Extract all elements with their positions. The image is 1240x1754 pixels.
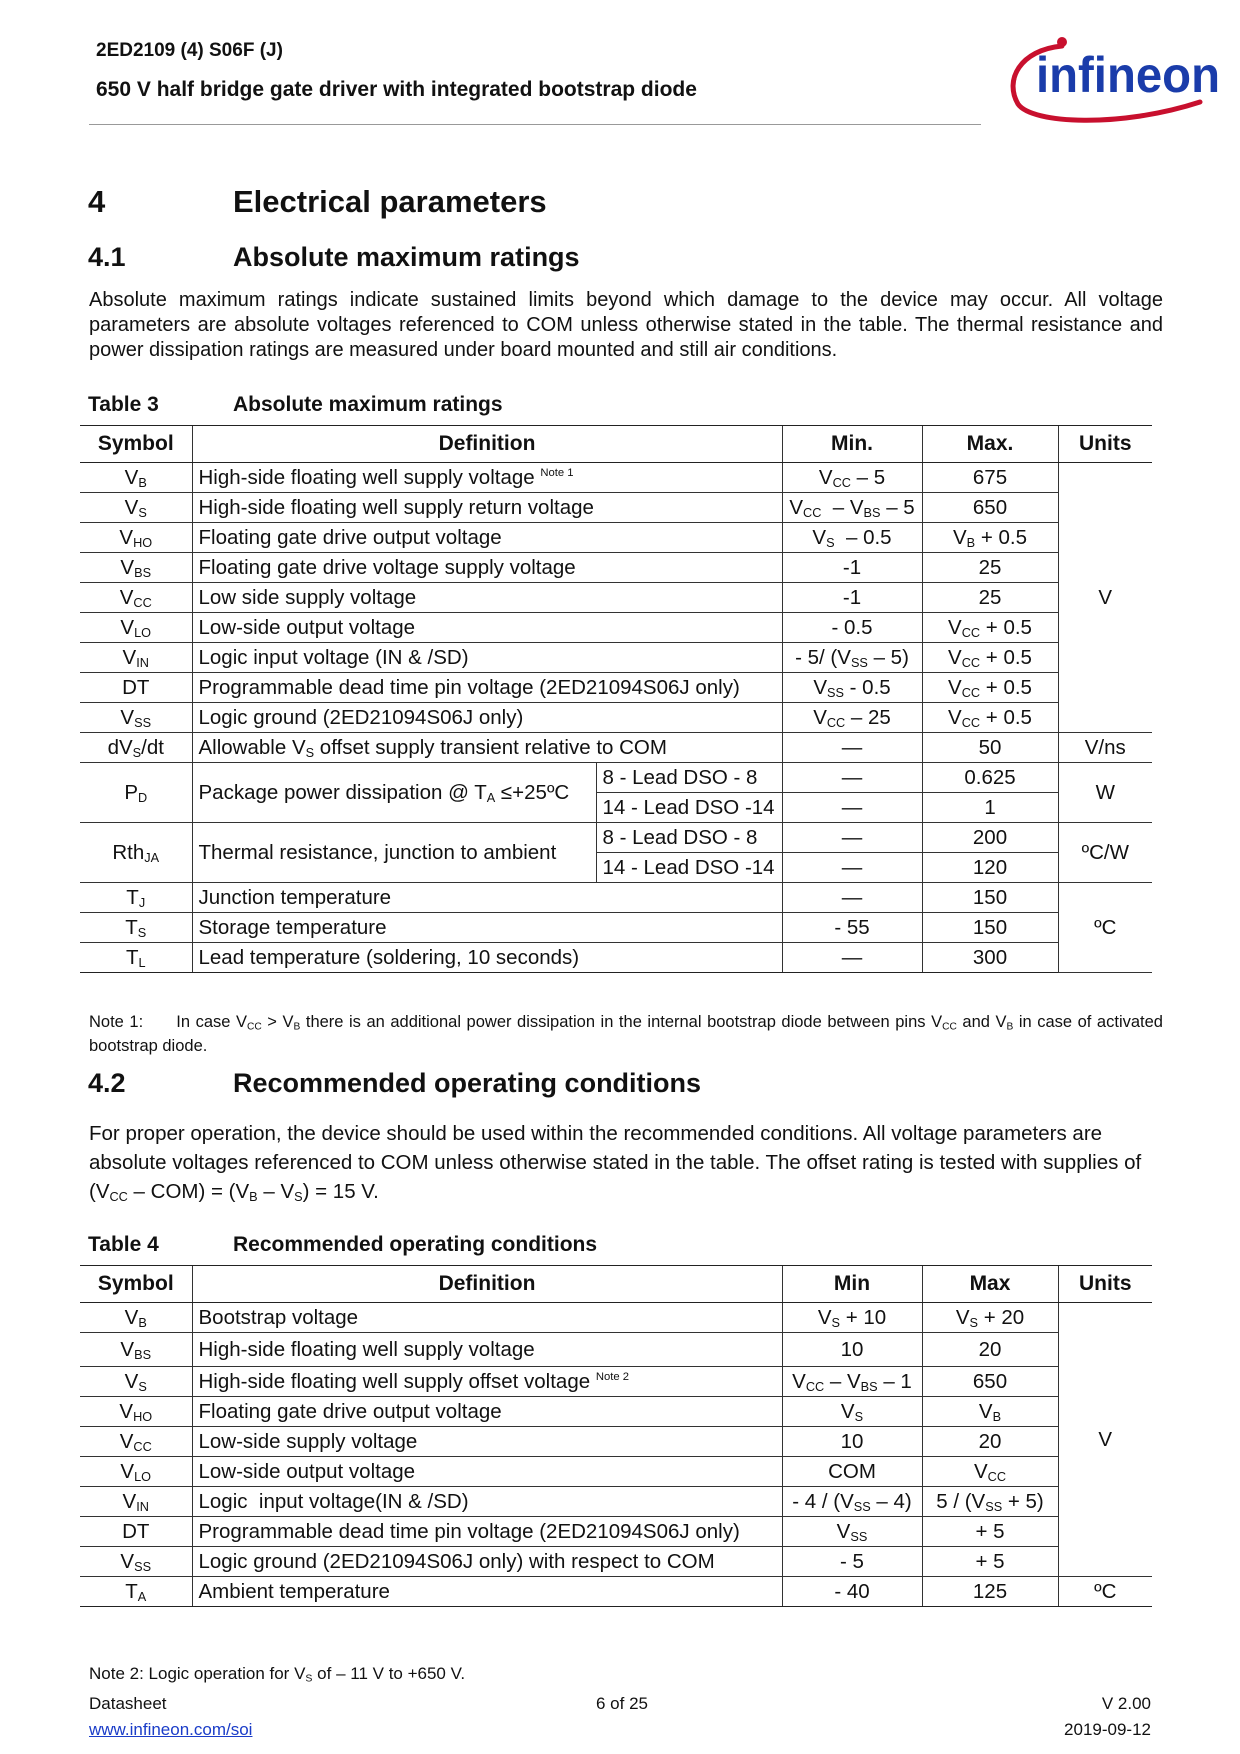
cell-definition: Lead temperature (soldering, 10 seconds) [192, 943, 782, 973]
cell-min: 10 [782, 1427, 922, 1457]
cell-min: — [782, 853, 922, 883]
cell-symbol: $dV_S/dt$ [80, 733, 192, 763]
cell-definition: High-side floating well supply offset voltage $^{Note 2}$ [192, 1367, 782, 1397]
note-2: Note 2: Logic operation for $V_S$ of – 11 V to +650 V. [89, 1664, 466, 1685]
header-max: Max [922, 1266, 1058, 1303]
table-row [80, 913, 1152, 943]
cell-definition: Low side supply voltage [192, 583, 782, 613]
cell-max: 50 [922, 733, 1058, 763]
cell-package: 14 - Lead DSO -14 [596, 793, 782, 823]
cell-symbol: DT [80, 673, 192, 703]
table-row [80, 1547, 1152, 1577]
footer-doc-type: Datasheet [89, 1694, 167, 1713]
cell-symbol: $T_S$ [80, 913, 192, 943]
section-number-4-1: 4.1 [88, 242, 126, 272]
header-symbol: Symbol [80, 426, 192, 463]
cell-symbol: $V_{BS}$ [80, 553, 192, 583]
table-row [80, 733, 1152, 763]
cell-symbol: $P_D$ [80, 763, 192, 823]
table3-title: Absolute maximum ratings [233, 393, 503, 416]
logo-wordmark: infineon [1036, 47, 1220, 103]
footer-date: 2019-09-12 [1064, 1720, 1151, 1739]
cell-symbol: $V_{BS}$ [80, 1333, 192, 1367]
header-min: Min [782, 1266, 922, 1303]
logo-dot [1057, 37, 1067, 47]
cell-definition: Floating gate drive output voltage [192, 1397, 782, 1427]
cell-definition: Logic input voltage(IN & /SD) [192, 1487, 782, 1517]
cell-symbol: $V_B$ [80, 463, 192, 493]
cell-max: 125 [922, 1577, 1058, 1607]
cell-min: — [782, 733, 922, 763]
cell-max: $V_{CC} + 0.5$ [922, 643, 1058, 673]
table-row [80, 1517, 1152, 1547]
table-row [80, 463, 1152, 493]
cell-min: $V_{CC} - 25$ [782, 703, 922, 733]
cell-package: 14 - Lead DSO -14 [596, 853, 782, 883]
cell-symbol: $V_{LO}$ [80, 1457, 192, 1487]
table-row [80, 1333, 1152, 1367]
cell-min: — [782, 763, 922, 793]
header-definition: Definition [192, 1266, 782, 1303]
table-row [80, 523, 1152, 553]
cell-definition: Allowable $V_S$ offset supply transient relative to COM [192, 733, 782, 763]
cell-min: $V_{SS} - 0.5$ [782, 673, 922, 703]
cell-symbol: $T_L$ [80, 943, 192, 973]
cell-symbol: $V_{SS}$ [80, 1547, 192, 1577]
cell-min: $V_{SS}$ [782, 1517, 922, 1547]
header-units: Units [1058, 1266, 1152, 1303]
infineon-logo [1000, 24, 1230, 128]
cell-min: $V_{CC} - V_{BS} - 1$ [782, 1367, 922, 1397]
cell-min: -1 [782, 553, 922, 583]
cell-max: + 5 [922, 1517, 1058, 1547]
cell-max: 300 [922, 943, 1058, 973]
header-max: Max. [922, 426, 1058, 463]
table-row [80, 673, 1152, 703]
table-row [80, 553, 1152, 583]
cell-symbol: Rth$_{JA}$ [80, 823, 192, 883]
table-row [80, 613, 1152, 643]
cell-max: 20 [922, 1427, 1058, 1457]
section-title-4-1: Absolute maximum ratings [233, 242, 580, 272]
cell-min: - 55 [782, 913, 922, 943]
cell-max: 20 [922, 1333, 1058, 1367]
table-row [80, 1577, 1152, 1607]
cell-symbol: $T_J$ [80, 883, 192, 913]
cell-definition: High-side floating well supply voltage $^{Note 1}$ [192, 463, 782, 493]
table-row [80, 823, 1152, 853]
cell-min: — [782, 943, 922, 973]
footer-website-link[interactable]: www.infineon.com/soi [89, 1720, 253, 1739]
section-title-4: Electrical parameters [233, 184, 547, 219]
cell-symbol: $V_{CC}$ [80, 1427, 192, 1457]
cell-units: ºC/W [1058, 823, 1152, 883]
cell-units: V/ns [1058, 733, 1152, 763]
cell-package: 8 - Lead DSO - 8 [596, 823, 782, 853]
cell-symbol: $V_B$ [80, 1303, 192, 1333]
table4-label: Table 4 [88, 1233, 159, 1256]
cell-max: 150 [922, 913, 1058, 943]
header-definition: Definition [192, 426, 782, 463]
cell-definition: Programmable dead time pin voltage (2ED21094S06J only) [192, 1517, 782, 1547]
table-row [80, 703, 1152, 733]
table-row [80, 943, 1152, 973]
table-row [80, 643, 1152, 673]
section-number-4-2: 4.2 [88, 1068, 126, 1098]
cell-units: W [1058, 763, 1152, 823]
cell-max: $V_B$ [922, 1397, 1058, 1427]
absolute-max-ratings-table [80, 425, 1152, 973]
cell-max: 0.625 [922, 763, 1058, 793]
cell-max: 120 [922, 853, 1058, 883]
cell-symbol: $V_S$ [80, 493, 192, 523]
table-row [80, 583, 1152, 613]
cell-min: - 0.5 [782, 613, 922, 643]
section-4-1-paragraph: Absolute maximum ratings indicate sustained limits beyond which damage to the device may occur. All voltage parameters are absolute voltages referenced to COM unless otherwise stated in the table. The thermal resistance and power dissipation ratings are measured under board mounted and still air conditions. [89, 289, 1163, 361]
cell-units: V [1058, 1303, 1152, 1577]
cell-definition: Programmable dead time pin voltage (2ED21094S06J only) [192, 673, 782, 703]
cell-max: 200 [922, 823, 1058, 853]
section-4-2-paragraph: For proper operation, the device should be used within the recommended conditions. All voltage parameters are absolute voltages referenced to COM unless otherwise stated in the table. The offset rating is tested with supplies of $(V_{CC} - COM) = (V_B - V_S) = 15$ V. [89, 1122, 1142, 1205]
cell-min: - 5 [782, 1547, 922, 1577]
cell-min: - 40 [782, 1577, 922, 1607]
cell-min: — [782, 823, 922, 853]
cell-min: 10 [782, 1333, 922, 1367]
cell-min: $V_S$ [782, 1397, 922, 1427]
cell-min: $V_S - 0.5$ [782, 523, 922, 553]
cell-symbol: $T_A$ [80, 1577, 192, 1607]
cell-min: COM [782, 1457, 922, 1487]
header-divider [89, 124, 981, 125]
cell-definition: Junction temperature [192, 883, 782, 913]
cell-definition: Storage temperature [192, 913, 782, 943]
cell-symbol: $V_{IN}$ [80, 1487, 192, 1517]
cell-symbol: $V_{SS}$ [80, 703, 192, 733]
footer-version: V 2.00 [1101, 1694, 1151, 1713]
cell-max: + 5 [922, 1547, 1058, 1577]
cell-max: $V_{CC} + 0.5$ [922, 613, 1058, 643]
cell-max: 1 [922, 793, 1058, 823]
cell-definition: High-side floating well supply return voltage [192, 493, 782, 523]
table4-body [80, 1303, 1152, 1607]
table-row [80, 493, 1152, 523]
cell-symbol: $V_{LO}$ [80, 613, 192, 643]
cell-symbol: $V_{IN}$ [80, 643, 192, 673]
cell-definition: Logic input voltage (IN & /SD) [192, 643, 782, 673]
cell-max: 650 [922, 1367, 1058, 1397]
cell-units: ºC [1058, 883, 1152, 973]
cell-max: $V_{CC}$ [922, 1457, 1058, 1487]
cell-min: $V_S + 10$ [782, 1303, 922, 1333]
cell-symbol: $V_{HO}$ [80, 523, 192, 553]
cell-min: - 5/ $(V_{SS} - 5)$ [782, 643, 922, 673]
cell-max: 650 [922, 493, 1058, 523]
header-units: Units [1058, 426, 1152, 463]
cell-definition: Floating gate drive output voltage [192, 523, 782, 553]
table-row [80, 1397, 1152, 1427]
cell-units: ºC [1058, 1577, 1152, 1607]
cell-min: -1 [782, 583, 922, 613]
table-row [80, 1303, 1152, 1333]
table-row [80, 1487, 1152, 1517]
footer-page-number: 6 of 25 [596, 1694, 648, 1713]
recommended-operating-conditions-table [80, 1265, 1152, 1607]
table4-title: Recommended operating conditions [233, 1233, 598, 1256]
note-1-label: Note 1: [89, 1013, 144, 1031]
table-row [80, 763, 1152, 793]
header-min: Min. [782, 426, 922, 463]
cell-min: $V_{CC} - 5$ [782, 463, 922, 493]
cell-units: V [1058, 463, 1152, 733]
cell-definition: Logic ground (2ED21094S06J only) with respect to COM [192, 1547, 782, 1577]
section-title-4-2: Recommended operating conditions [233, 1068, 702, 1098]
cell-max: $V_{CC} + 0.5$ [922, 703, 1058, 733]
cell-max: 25 [922, 583, 1058, 613]
table-row [80, 1457, 1152, 1487]
cell-max: 675 [922, 463, 1058, 493]
cell-min: — [782, 883, 922, 913]
note-1-text: In case $V_{CC} > V_B$ there is an additional power dissipation in the internal bootstrap diode between pins $V_{CC}$ and $V_B$ in case of activated bootstrap diode. [89, 1013, 1163, 1055]
cell-symbol: $V_{CC}$ [80, 583, 192, 613]
cell-symbol: DT [80, 1517, 192, 1547]
header-symbol: Symbol [80, 1266, 192, 1303]
table-row [80, 1427, 1152, 1457]
cell-definition: Logic ground (2ED21094S06J only) [192, 703, 782, 733]
document-part-number: 2ED2109 (4) S06F (J) [96, 40, 283, 61]
cell-definition: Package power dissipation @ $T_A$ ≤+25ºC [192, 763, 596, 823]
cell-min: — [782, 793, 922, 823]
cell-min: - $4 / (V_{SS} - 4)$ [782, 1487, 922, 1517]
cell-min: $V_{CC} - V_{BS} - 5$ [782, 493, 922, 523]
cell-max: $V_B + 0.5$ [922, 523, 1058, 553]
cell-definition: High-side floating well supply voltage [192, 1333, 782, 1367]
cell-max: $V_{CC} + 0.5$ [922, 673, 1058, 703]
table-row [80, 883, 1152, 913]
cell-package: 8 - Lead DSO - 8 [596, 763, 782, 793]
cell-definition: Low-side output voltage [192, 613, 782, 643]
cell-definition: Ambient temperature [192, 1577, 782, 1607]
cell-definition: Floating gate drive voltage supply voltage [192, 553, 782, 583]
table3-body [80, 463, 1152, 973]
cell-definition: Low-side output voltage [192, 1457, 782, 1487]
section-number-4: 4 [88, 184, 106, 219]
document-subtitle: 650 V half bridge gate driver with integrated bootstrap diode [96, 78, 697, 101]
cell-max: $V_S + 20$ [922, 1303, 1058, 1333]
cell-definition: Thermal resistance, junction to ambient [192, 823, 596, 883]
table3-label: Table 3 [88, 393, 159, 416]
cell-max: 25 [922, 553, 1058, 583]
cell-max: 150 [922, 883, 1058, 913]
cell-symbol: $V_{HO}$ [80, 1397, 192, 1427]
table-row [80, 1367, 1152, 1397]
cell-symbol: $V_S$ [80, 1367, 192, 1397]
cell-definition: Low-side supply voltage [192, 1427, 782, 1457]
cell-max: $5 / (V_{SS} + 5)$ [922, 1487, 1058, 1517]
note-1 [89, 1010, 1163, 1058]
cell-definition: Bootstrap voltage [192, 1303, 782, 1333]
